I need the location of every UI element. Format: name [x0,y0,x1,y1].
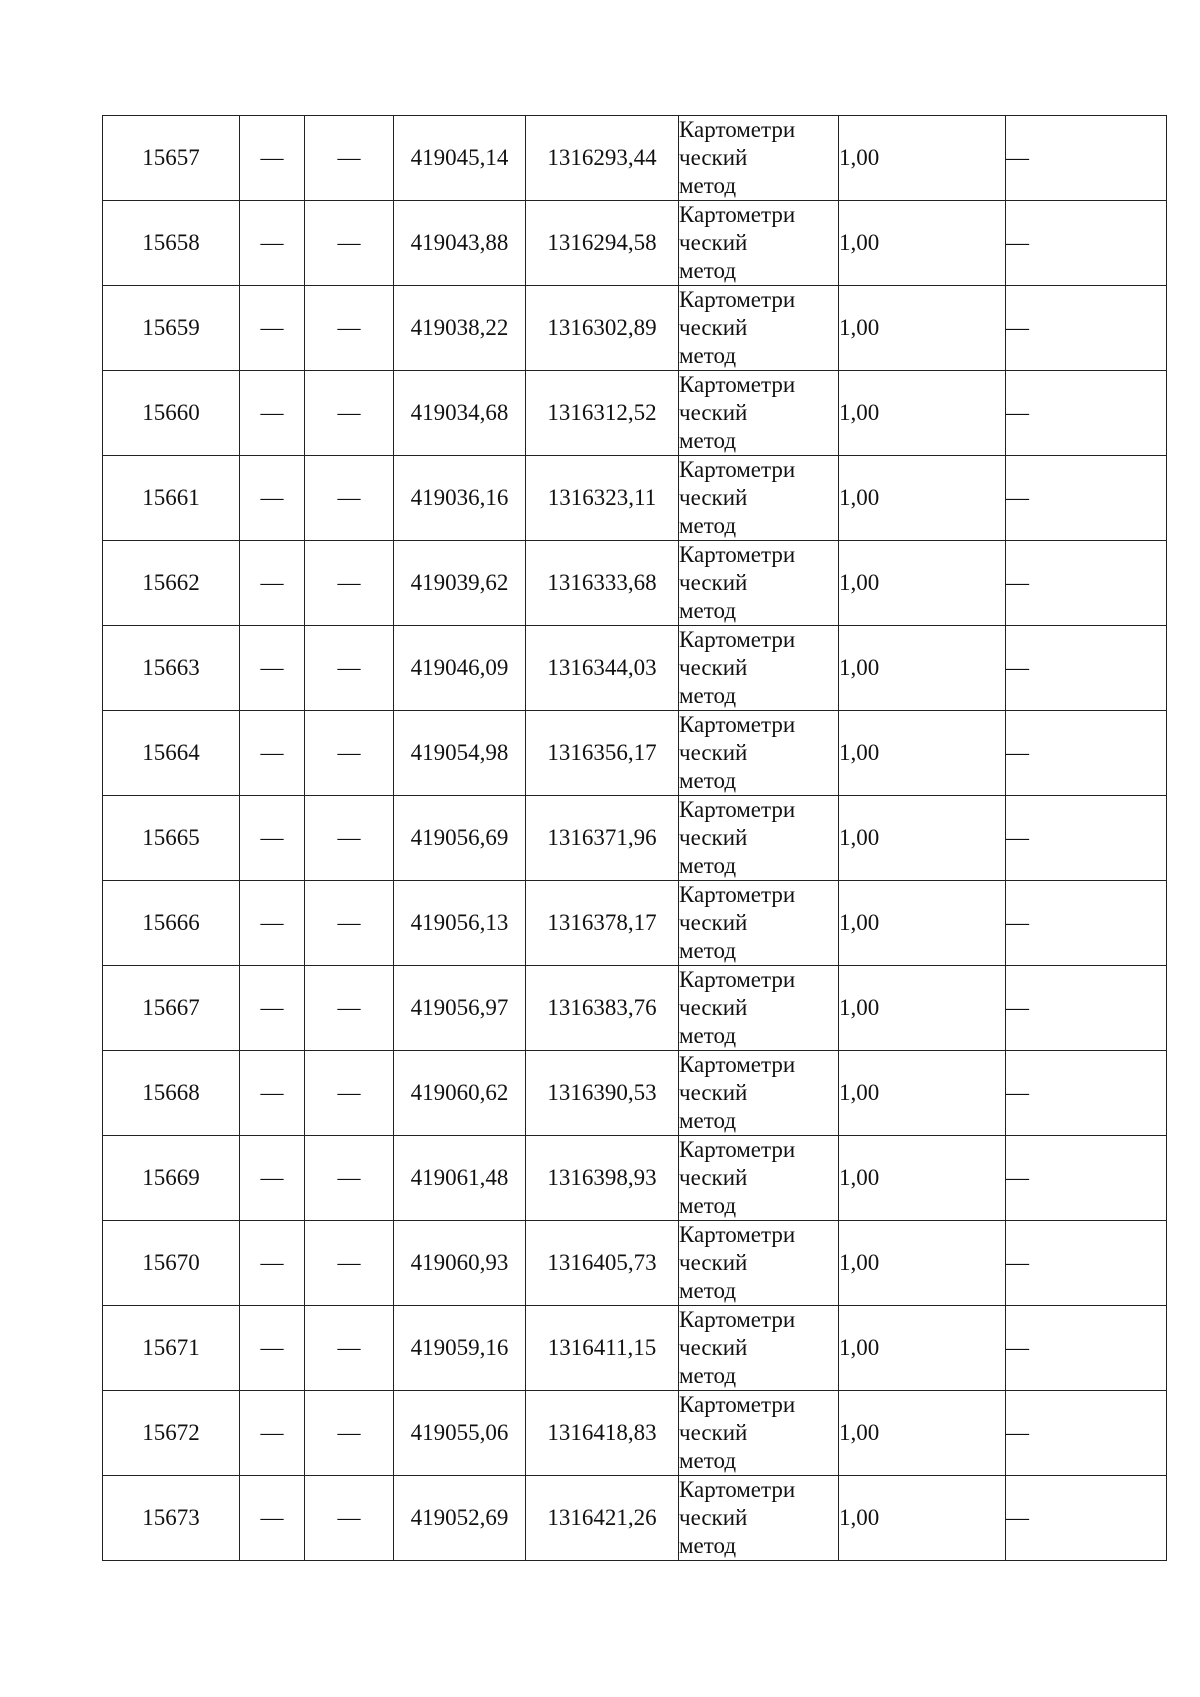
empty-value-cell: — [240,541,305,626]
accuracy-cell: 1,00 [839,881,1006,966]
method-text-line: Картометри [679,882,796,907]
table-row [103,1221,1167,1306]
point-number-cell: 15669 [103,1136,240,1221]
accuracy-cell: 1,00 [839,371,1006,456]
method-text-line: метод [679,513,737,538]
x-coordinate-cell: 419060,62 [394,1051,526,1136]
method-cell [679,626,839,711]
empty-value-cell: — [305,1136,394,1221]
method-cell [679,796,839,881]
y-coordinate-cell: 1316371,96 [526,796,679,881]
method-text-line: ческий [679,400,748,425]
y-coordinate-cell: 1316418,83 [526,1391,679,1476]
method-cell [679,201,839,286]
method-text-line: метод [679,1108,737,1133]
empty-value-cell: — [1006,1306,1167,1391]
empty-value-cell: — [305,541,394,626]
point-number-cell: 15659 [103,286,240,371]
empty-value-cell: — [240,1221,305,1306]
table-body [103,116,1167,1561]
x-coordinate-cell: 419036,16 [394,456,526,541]
method-cell [679,371,839,456]
accuracy-cell: 1,00 [839,1391,1006,1476]
method-text-line: метод [679,1278,737,1303]
method-text-line: метод [679,173,737,198]
table-row [103,796,1167,881]
table-row [103,1136,1167,1221]
method-text-line: Картометри [679,967,796,992]
accuracy-cell: 1,00 [839,541,1006,626]
method-cell [679,286,839,371]
x-coordinate-cell: 419052,69 [394,1476,526,1561]
method-cell [679,1136,839,1221]
point-number-cell: 15665 [103,796,240,881]
empty-value-cell: — [240,1136,305,1221]
empty-value-cell: — [305,371,394,456]
y-coordinate-cell: 1316312,52 [526,371,679,456]
method-text-line: метод [679,1363,737,1388]
method-text-line: метод [679,683,737,708]
empty-value-cell: — [240,201,305,286]
method-text-line: метод [679,1448,737,1473]
empty-value-cell: — [305,1051,394,1136]
method-text-line: ческий [679,145,748,170]
point-number-cell: 15658 [103,201,240,286]
method-text-line: Картометри [679,797,796,822]
empty-value-cell: — [1006,626,1167,711]
method-text-line: Картометри [679,542,796,567]
method-cell [679,1391,839,1476]
empty-value-cell: — [1006,371,1167,456]
method-text-line: метод [679,1023,737,1048]
empty-value-cell: — [240,626,305,711]
empty-value-cell: — [305,1221,394,1306]
x-coordinate-cell: 419056,13 [394,881,526,966]
method-text-line: ческий [679,995,748,1020]
method-text-line: метод [679,598,737,623]
table-row [103,881,1167,966]
empty-value-cell: — [305,1476,394,1561]
empty-value-cell: — [240,1391,305,1476]
empty-value-cell: — [1006,456,1167,541]
method-text-line: ческий [679,315,748,340]
point-number-cell: 15666 [103,881,240,966]
y-coordinate-cell: 1316333,68 [526,541,679,626]
y-coordinate-cell: 1316411,15 [526,1306,679,1391]
method-cell [679,456,839,541]
x-coordinate-cell: 419061,48 [394,1136,526,1221]
point-number-cell: 15667 [103,966,240,1051]
empty-value-cell: — [1006,796,1167,881]
x-coordinate-cell: 419054,98 [394,711,526,796]
method-cell [679,116,839,201]
method-text-line: Картометри [679,1222,796,1247]
empty-value-cell: — [305,626,394,711]
x-coordinate-cell: 419056,97 [394,966,526,1051]
accuracy-cell: 1,00 [839,966,1006,1051]
table-row [103,286,1167,371]
table-row [103,1051,1167,1136]
method-text-line: Картометри [679,627,796,652]
table-row [103,966,1167,1051]
empty-value-cell: — [240,456,305,541]
empty-value-cell: — [305,881,394,966]
empty-value-cell: — [305,116,394,201]
y-coordinate-cell: 1316344,03 [526,626,679,711]
empty-value-cell: — [305,966,394,1051]
empty-value-cell: — [1006,1051,1167,1136]
method-text-line: ческий [679,655,748,680]
empty-value-cell: — [240,1051,305,1136]
method-text-line: ческий [679,1420,748,1445]
empty-value-cell: — [1006,1136,1167,1221]
y-coordinate-cell: 1316302,89 [526,286,679,371]
table-row [103,201,1167,286]
method-text-line: Картометри [679,1392,796,1417]
method-text-line: Картометри [679,712,796,737]
accuracy-cell: 1,00 [839,116,1006,201]
method-text-line: ческий [679,1165,748,1190]
method-text-line: метод [679,428,737,453]
empty-value-cell: — [305,1306,394,1391]
x-coordinate-cell: 419046,09 [394,626,526,711]
method-text-line: метод [679,853,737,878]
empty-value-cell: — [1006,286,1167,371]
table-row [103,626,1167,711]
table-row [103,371,1167,456]
method-text-line: ческий [679,1505,748,1530]
accuracy-cell: 1,00 [839,456,1006,541]
method-text-line: Картометри [679,1137,796,1162]
method-text-line: ческий [679,1335,748,1360]
accuracy-cell: 1,00 [839,201,1006,286]
method-text-line: метод [679,938,737,963]
accuracy-cell: 1,00 [839,796,1006,881]
empty-value-cell: — [1006,966,1167,1051]
method-text-line: ческий [679,570,748,595]
point-number-cell: 15673 [103,1476,240,1561]
method-text-line: Картометри [679,1307,796,1332]
x-coordinate-cell: 419055,06 [394,1391,526,1476]
empty-value-cell: — [305,286,394,371]
method-cell [679,541,839,626]
empty-value-cell: — [305,201,394,286]
y-coordinate-cell: 1316421,26 [526,1476,679,1561]
method-text-line: Картометри [679,202,796,227]
x-coordinate-cell: 419045,14 [394,116,526,201]
method-text-line: Картометри [679,372,796,397]
y-coordinate-cell: 1316383,76 [526,966,679,1051]
empty-value-cell: — [240,881,305,966]
method-text-line: ческий [679,230,748,255]
empty-value-cell: — [1006,1391,1167,1476]
accuracy-cell: 1,00 [839,1306,1006,1391]
method-text-line: метод [679,768,737,793]
empty-value-cell: — [1006,541,1167,626]
table-row [103,456,1167,541]
table-row [103,1306,1167,1391]
x-coordinate-cell: 419039,62 [394,541,526,626]
point-number-cell: 15668 [103,1051,240,1136]
table-row [103,711,1167,796]
table-row [103,1476,1167,1561]
empty-value-cell: — [1006,1221,1167,1306]
empty-value-cell: — [240,1476,305,1561]
x-coordinate-cell: 419038,22 [394,286,526,371]
table-row [103,116,1167,201]
accuracy-cell: 1,00 [839,286,1006,371]
method-cell [679,1306,839,1391]
method-text-line: Картометри [679,117,796,142]
empty-value-cell: — [1006,881,1167,966]
y-coordinate-cell: 1316293,44 [526,116,679,201]
method-cell [679,1221,839,1306]
method-text-line: метод [679,1193,737,1218]
point-number-cell: 15672 [103,1391,240,1476]
y-coordinate-cell: 1316356,17 [526,711,679,796]
accuracy-cell: 1,00 [839,1476,1006,1561]
empty-value-cell: — [305,456,394,541]
empty-value-cell: — [240,116,305,201]
point-number-cell: 15662 [103,541,240,626]
point-number-cell: 15670 [103,1221,240,1306]
method-cell [679,1051,839,1136]
method-text-line: Картометри [679,1477,796,1502]
point-number-cell: 15664 [103,711,240,796]
accuracy-cell: 1,00 [839,1221,1006,1306]
method-text-line: ческий [679,485,748,510]
method-text-line: Картометри [679,287,796,312]
point-number-cell: 15671 [103,1306,240,1391]
method-text-line: метод [679,1533,737,1558]
method-text-line: метод [679,258,737,283]
y-coordinate-cell: 1316405,73 [526,1221,679,1306]
accuracy-cell: 1,00 [839,711,1006,796]
y-coordinate-cell: 1316294,58 [526,201,679,286]
empty-value-cell: — [240,371,305,456]
y-coordinate-cell: 1316398,93 [526,1136,679,1221]
table-row [103,541,1167,626]
y-coordinate-cell: 1316390,53 [526,1051,679,1136]
method-text-line: ческий [679,910,748,935]
x-coordinate-cell: 419060,93 [394,1221,526,1306]
empty-value-cell: — [305,1391,394,1476]
x-coordinate-cell: 419043,88 [394,201,526,286]
method-text-line: ческий [679,1250,748,1275]
point-number-cell: 15657 [103,116,240,201]
y-coordinate-cell: 1316378,17 [526,881,679,966]
point-number-cell: 15661 [103,456,240,541]
method-text-line: Картометри [679,457,796,482]
point-number-cell: 15663 [103,626,240,711]
x-coordinate-cell: 419056,69 [394,796,526,881]
method-text-line: метод [679,343,737,368]
x-coordinate-cell: 419034,68 [394,371,526,456]
method-cell [679,1476,839,1561]
empty-value-cell: — [240,286,305,371]
empty-value-cell: — [1006,116,1167,201]
method-cell [679,881,839,966]
empty-value-cell: — [305,796,394,881]
method-text-line: ческий [679,740,748,765]
point-number-cell: 15660 [103,371,240,456]
table-row [103,1391,1167,1476]
empty-value-cell: — [1006,201,1167,286]
empty-value-cell: — [305,711,394,796]
accuracy-cell: 1,00 [839,1051,1006,1136]
x-coordinate-cell: 419059,16 [394,1306,526,1391]
empty-value-cell: — [1006,711,1167,796]
empty-value-cell: — [240,796,305,881]
empty-value-cell: — [240,1306,305,1391]
y-coordinate-cell: 1316323,11 [526,456,679,541]
empty-value-cell: — [240,966,305,1051]
method-text-line: Картометри [679,1052,796,1077]
method-cell [679,711,839,796]
coordinates-table [102,115,1167,1561]
method-text-line: ческий [679,825,748,850]
empty-value-cell: — [240,711,305,796]
accuracy-cell: 1,00 [839,1136,1006,1221]
method-text-line: ческий [679,1080,748,1105]
method-cell [679,966,839,1051]
empty-value-cell: — [1006,1476,1167,1561]
accuracy-cell: 1,00 [839,626,1006,711]
